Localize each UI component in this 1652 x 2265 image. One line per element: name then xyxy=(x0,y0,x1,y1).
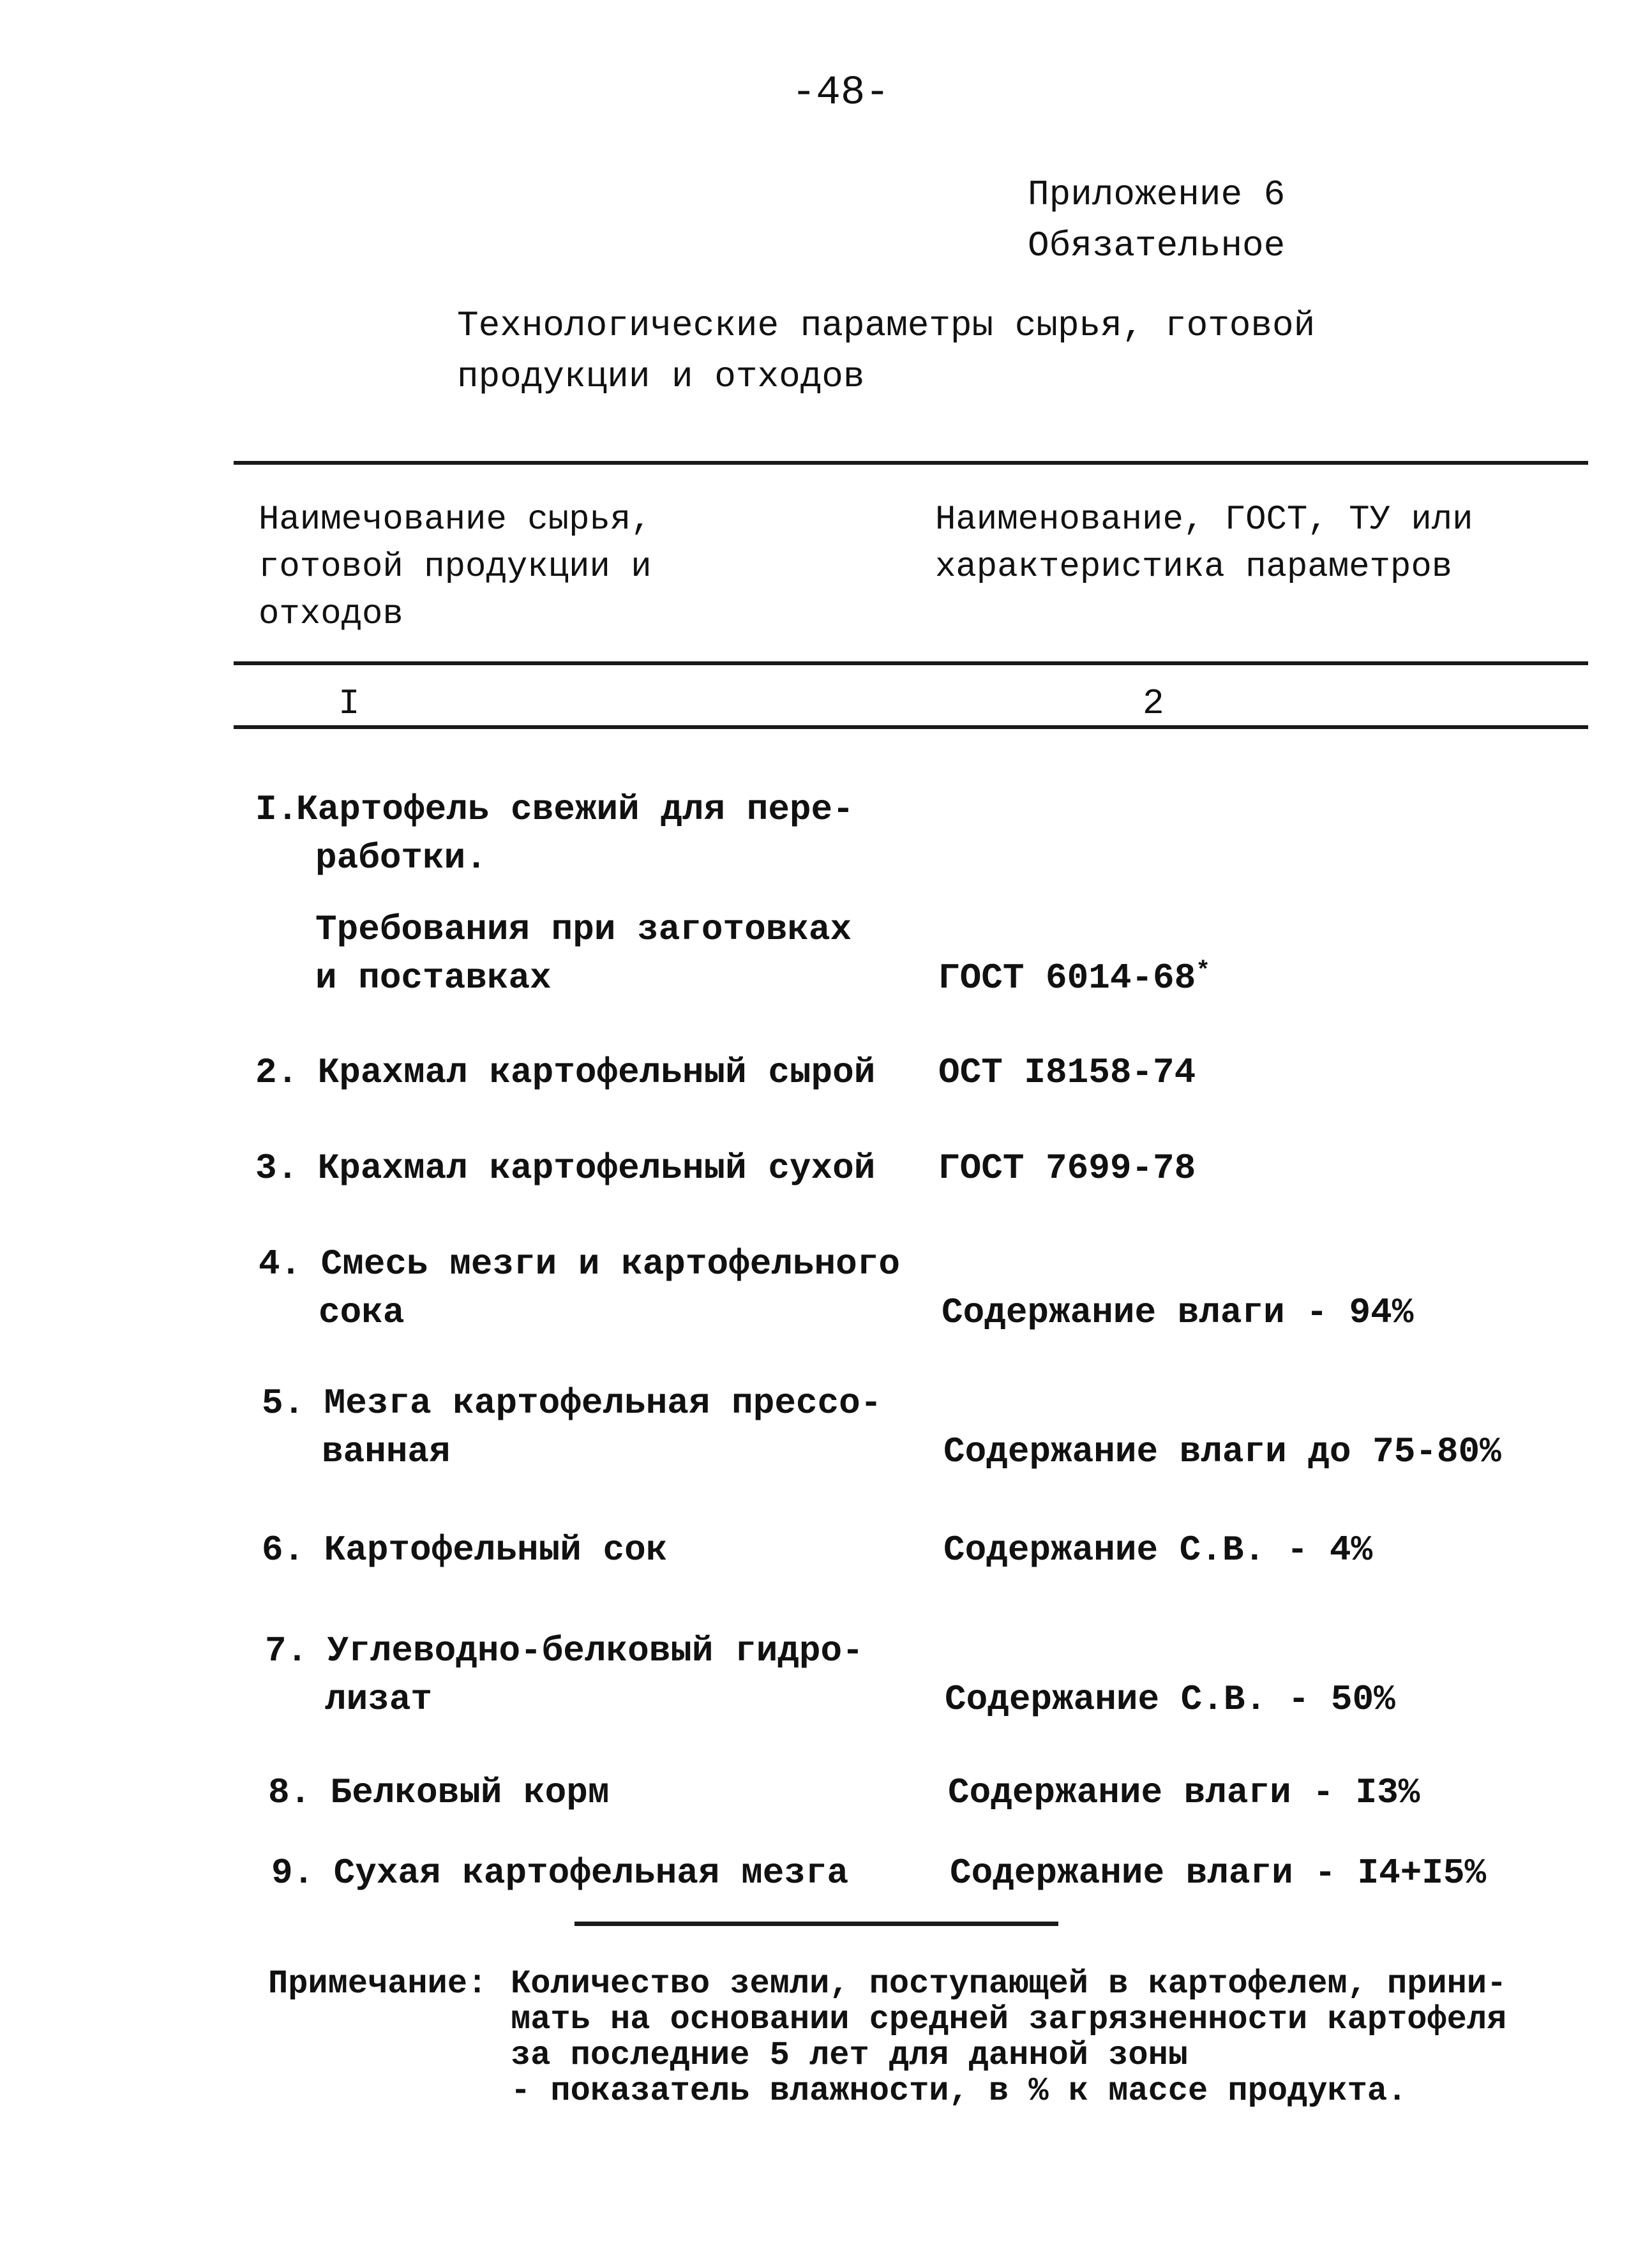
table-row xyxy=(271,1849,848,1897)
row-value: ОСТ I8158-74 xyxy=(938,1052,1196,1093)
row-value: Содержание С.В. - 4% xyxy=(943,1530,1373,1570)
footnote-asterisk: * xyxy=(1196,958,1211,985)
row-value xyxy=(938,954,1210,1002)
row-number: 5. xyxy=(262,1383,305,1424)
row-name-line: Требования при заготовках xyxy=(315,909,852,950)
row-name-line: Белковый корм xyxy=(330,1772,610,1813)
row-value: Содержание С.В. - 50% xyxy=(945,1679,1395,1720)
row-number: I. xyxy=(255,789,299,830)
table-row xyxy=(262,1379,882,1476)
row-name-line: сока xyxy=(319,1292,405,1333)
table-row xyxy=(268,1768,609,1817)
row-value-text: ГОСТ 6014-68 xyxy=(938,958,1196,998)
column-header-line: готовой продукции и xyxy=(259,548,652,587)
footnote xyxy=(268,1966,1506,2109)
table-row xyxy=(255,905,852,1002)
table-row xyxy=(255,1144,875,1193)
row-name-line: Крахмал картофельный сырой xyxy=(317,1052,876,1093)
appendix-line-1: Приложение 6 xyxy=(1028,174,1286,215)
document-title xyxy=(457,300,1315,402)
row-name-line: Картофель свежий для пере- xyxy=(296,789,854,830)
note-line: мать на основании средней загрязненности картофеля xyxy=(511,2001,1507,2038)
row-value: ГОСТ 7699-78 xyxy=(938,1148,1196,1189)
appendix-line-2: Обязательное xyxy=(1028,225,1286,266)
column-header-line: отходов xyxy=(259,595,403,634)
column-header-line: характеристика параметров xyxy=(935,548,1453,587)
row-number: 3. xyxy=(255,1148,299,1189)
note-label: Примечание: xyxy=(268,1965,488,2003)
row-number: 2. xyxy=(255,1052,299,1093)
table-row xyxy=(255,785,854,882)
row-value: Содержание влаги - 94% xyxy=(942,1292,1414,1333)
row-name-line: ванная xyxy=(322,1431,451,1472)
row-value: Содержание влаги - I4+I5% xyxy=(950,1853,1487,1893)
row-name-line: лизат xyxy=(325,1679,433,1720)
row-name-line: и поставках xyxy=(315,958,552,998)
row-number: 8. xyxy=(268,1772,312,1813)
column-header-line: Наимечование сырья, xyxy=(259,500,652,539)
title-line-1: Технологические параметры сырья, готовой xyxy=(457,305,1316,346)
column-header-name xyxy=(259,497,652,638)
row-number: 4. xyxy=(259,1244,302,1284)
column-numbers-rule xyxy=(234,725,1588,729)
row-name-line: Углеводно-белковый гидро- xyxy=(327,1630,864,1671)
row-name-line: Крахмал картофельный сухой xyxy=(317,1148,876,1189)
row-value: Содержание влаги до 75-80% xyxy=(943,1431,1501,1472)
row-name-line: Картофельный сок xyxy=(324,1530,668,1570)
row-number: 7. xyxy=(265,1630,308,1671)
row-name-line: Смесь мезги и картофельного xyxy=(320,1244,900,1284)
column-header-parameters xyxy=(935,497,1473,591)
note-line: - показатель влажности, в % к массе продукта. xyxy=(511,2072,1408,2110)
table-row xyxy=(265,1627,864,1724)
row-name-line: работки. xyxy=(315,838,487,878)
row-number: 9. xyxy=(271,1853,315,1893)
table-row xyxy=(255,1048,875,1097)
table-end-rule xyxy=(574,1922,1058,1926)
table-row xyxy=(262,1526,667,1574)
header-bottom-rule xyxy=(234,661,1588,665)
note-line: Количество земли, поступающей в картофелем, прини- xyxy=(511,1965,1507,2003)
page-number: -48- xyxy=(792,70,890,116)
row-name-line: Сухая картофельная мезга xyxy=(333,1853,849,1893)
row-value: Содержание влаги - I3% xyxy=(948,1772,1420,1813)
title-line-2: продукции и отходов xyxy=(457,356,865,397)
row-number: 6. xyxy=(262,1530,305,1570)
appendix-label xyxy=(1028,169,1285,271)
table-row xyxy=(259,1240,900,1337)
row-name-line: Мезга картофельная прессо- xyxy=(324,1383,882,1424)
note-line: за последние 5 лет для данной зоны xyxy=(511,2036,1188,2074)
table-top-rule xyxy=(234,461,1588,465)
column-number-2: 2 xyxy=(1143,683,1164,724)
column-header-line: Наименование, ГОСТ, ТУ или xyxy=(935,500,1473,539)
column-number-1: I xyxy=(338,683,360,724)
